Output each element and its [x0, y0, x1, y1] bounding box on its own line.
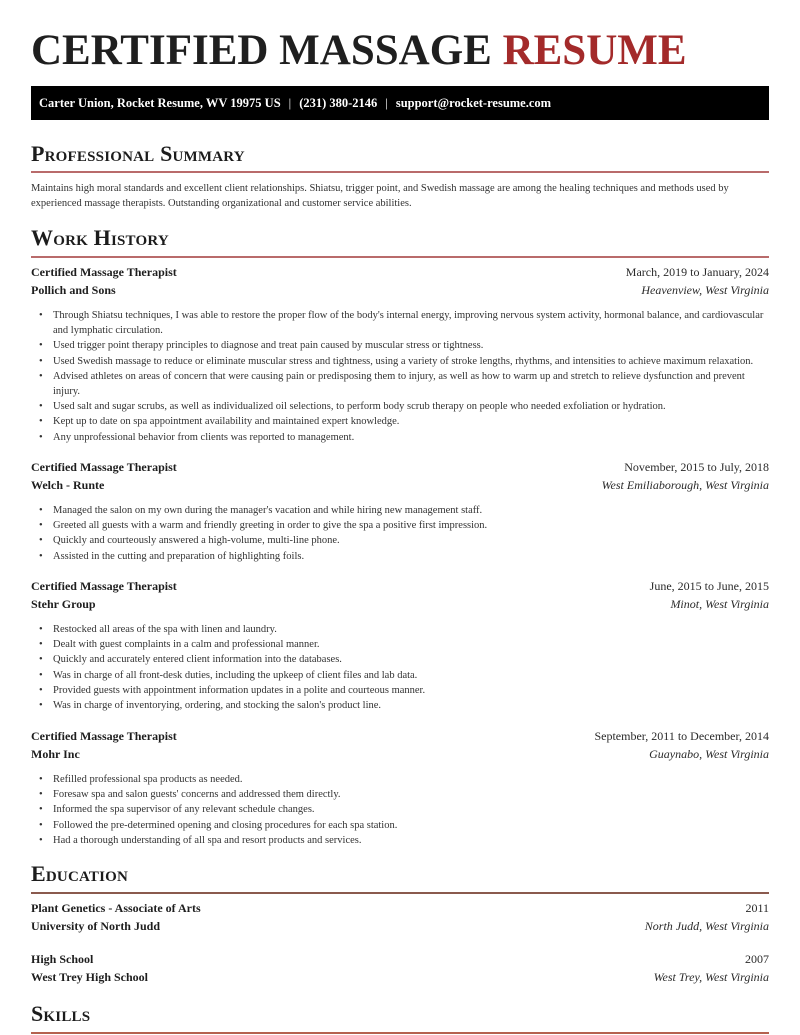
- job-dates: November, 2015 to July, 2018: [624, 460, 769, 474]
- job-company: Stehr Group: [31, 597, 96, 611]
- job-bullet: • Kept up to date on spa appointment availability and maintained expert knowledge.: [53, 414, 769, 429]
- job-company: Mohr Inc: [31, 747, 80, 761]
- education-degree: High School: [31, 952, 94, 966]
- job-title: Certified Massage Therapist: [31, 579, 177, 593]
- job-entry: [31, 265, 769, 445]
- job-bullet: • Quickly and courteously answered a high-volume, multi-line phone.: [53, 533, 769, 548]
- job-location: Minot, West Virginia: [670, 597, 769, 611]
- job-bullet: • Greeted all guests with a warm and friendly greeting in order to give the spa a positive first impression.: [53, 518, 769, 533]
- job-dates: June, 2015 to June, 2015: [649, 579, 769, 593]
- resume-title: [31, 28, 687, 74]
- job-title: Certified Massage Therapist: [31, 729, 177, 743]
- section-divider: [31, 1032, 769, 1034]
- job-bullets: [31, 308, 769, 445]
- job-bullet: • Was in charge of all front-desk duties, including the upkeep of client files and lab data.: [53, 668, 769, 683]
- job-title: Certified Massage Therapist: [31, 265, 177, 279]
- contact-email[interactable]: support@rocket-resume.com: [395, 95, 552, 110]
- section-heading-work-history: Work History: [31, 225, 169, 250]
- contact-bar: [31, 86, 769, 120]
- education-school: University of North Judd: [31, 919, 161, 933]
- job-location: Guaynabo, West Virginia: [649, 747, 769, 761]
- contact-separator: |: [385, 95, 388, 110]
- section-heading-skills: Skills: [31, 1001, 91, 1026]
- job-bullet: • Provided guests with appointment information updates in a polite and courteous manner.: [53, 683, 769, 698]
- education-location: West Trey, West Virginia: [653, 970, 769, 984]
- job-bullet: • Used Swedish massage to reduce or eliminate muscular stress and tightness, using a variety of stroke lengths, rhythms, and intensities to achieve maximum relaxation.: [53, 354, 769, 369]
- job-bullet: • Used trigger point therapy principles to diagnose and treat pain caused by muscular stress or tightness.: [53, 338, 769, 353]
- education-entry: [31, 901, 769, 937]
- education-location: North Judd, West Virginia: [644, 919, 769, 933]
- job-bullet: • Dealt with guest complaints in a calm and professional manner.: [53, 637, 769, 652]
- job-bullet: • Was in charge of inventorying, ordering, and stocking the salon's product line.: [53, 698, 769, 713]
- job-bullet: • Used salt and sugar scrubs, as well as individualized oil selections, to perform body scrub therapy on people who needed exfoliation or hydration.: [53, 399, 769, 414]
- job-bullet: • Assisted in the cutting and preparation of highlighting foils.: [53, 549, 769, 564]
- section-divider: [31, 171, 769, 173]
- job-bullets: [31, 772, 769, 848]
- job-bullet: • Advised athletes on areas of concern that were causing pain or predisposing them to injury, as well as how to warm up and stretch to relieve dysfunction and prevent injury.: [53, 369, 769, 399]
- job-bullet: • Restocked all areas of the spa with linen and laundry.: [53, 622, 769, 637]
- job-bullets: [31, 503, 769, 564]
- job-location: Heavenview, West Virginia: [641, 283, 769, 297]
- contact-phone[interactable]: (231) 380-2146: [299, 95, 378, 110]
- summary-text: Maintains high moral standards and excellent client relationships. Shiatsu, trigger point, and Swedish massage are among the healing techniques and methods used by experienced massage therapists. Outstanding organizational and customer service abilities.: [31, 183, 729, 209]
- job-bullets: [31, 622, 769, 713]
- job-entry: [31, 579, 769, 713]
- title-main: CERTIFIED MASSAGE: [31, 27, 503, 74]
- education-year: 2011: [745, 901, 769, 915]
- education-degree: Plant Genetics - Associate of Arts: [31, 901, 201, 915]
- job-bullet: • Managed the salon on my own during the manager's vacation and while hiring new management staff.: [53, 503, 769, 518]
- contact-separator: |: [288, 95, 292, 110]
- section-heading-summary: Professional Summary: [31, 141, 245, 166]
- section-heading-education: Education: [31, 861, 129, 886]
- job-bullet: • Refilled professional spa products as needed.: [53, 772, 769, 787]
- job-entry: [31, 460, 769, 564]
- title-accent: RESUME: [502, 27, 687, 74]
- job-bullet: • Any unprofessional behavior from clients was reported to management.: [53, 430, 769, 445]
- job-entry: [31, 729, 769, 848]
- job-bullet: • Quickly and accurately entered client information into the databases.: [53, 652, 769, 667]
- job-bullet: • Informed the spa supervisor of any relevant schedule changes.: [53, 802, 769, 817]
- job-bullet: • Had a thorough understanding of all spa and resort products and services.: [53, 833, 769, 848]
- job-title: Certified Massage Therapist: [31, 460, 177, 474]
- job-dates: March, 2019 to January, 2024: [625, 265, 769, 279]
- education-school: West Trey High School: [31, 970, 149, 984]
- job-bullet: • Followed the pre-determined opening and closing procedures for each spa station.: [53, 818, 769, 833]
- job-dates: September, 2011 to December, 2014: [594, 729, 769, 743]
- education-year: 2007: [745, 952, 769, 966]
- job-bullet: • Foresaw spa and salon guests' concerns and addressed them directly.: [53, 787, 769, 802]
- section-divider: [31, 256, 769, 258]
- contact-address: Carter Union, Rocket Resume, WV 19975 US: [39, 95, 281, 110]
- job-bullet: • Through Shiatsu techniques, I was able to restore the proper flow of the body's internal energy, improving nervous system activity, hormonal balance, and cardiovascular and lymphatic circulation.: [53, 308, 769, 338]
- job-company: Pollich and Sons: [31, 283, 116, 297]
- section-divider: [31, 892, 769, 894]
- job-location: West Emiliaborough, West Virginia: [601, 478, 769, 492]
- job-company: Welch - Runte: [31, 478, 105, 492]
- education-entry: [31, 952, 769, 988]
